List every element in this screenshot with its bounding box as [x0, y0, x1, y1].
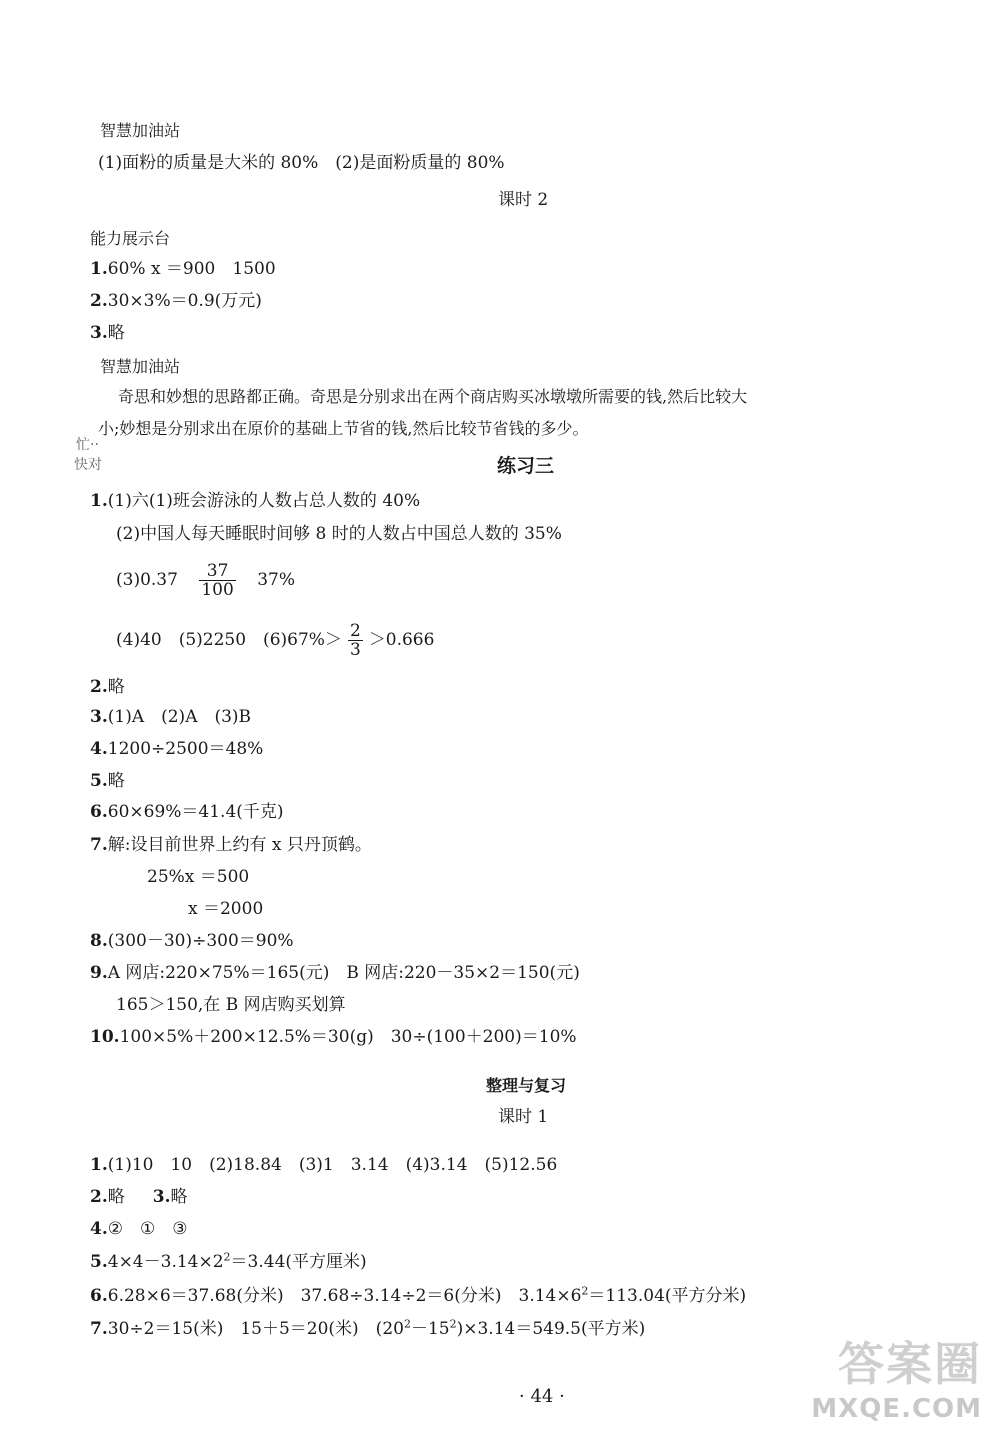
item-text: 1200÷2500＝48%	[107, 739, 264, 759]
item-number: 10.	[90, 1027, 120, 1047]
item-number: 4.	[90, 1219, 108, 1239]
answer-item	[90, 1285, 746, 1307]
item-number: 6.	[90, 1286, 108, 1306]
item-number: 5.	[90, 771, 108, 791]
answer-item	[90, 801, 284, 823]
item-text: ＝113.04(平方分米)	[588, 1286, 747, 1306]
page-number: · 44 ·	[519, 1386, 565, 1407]
item-text: ＞0.666	[368, 630, 435, 650]
item-text: ② ① ③	[107, 1219, 188, 1239]
answer-item	[90, 1154, 557, 1176]
equation-line: x ＝2000	[188, 899, 264, 919]
answer-line-fraction	[116, 556, 295, 604]
item-text: 略	[107, 771, 125, 791]
paragraph-line: 奇思和妙想的思路都正确。奇思是分别求出在两个商店购买冰墩墩所需要的钱,然后比较大	[118, 387, 748, 406]
answer-item	[90, 290, 262, 312]
item-text: 略	[107, 1187, 125, 1207]
answer-item	[90, 1251, 367, 1273]
item-number: 3.	[152, 1187, 171, 1207]
side-text: 快对	[74, 457, 102, 473]
exponent: 2	[449, 1317, 457, 1331]
section-title: 整理与复习	[486, 1076, 567, 1095]
answer-item	[90, 706, 251, 728]
item-number: 9.	[90, 963, 108, 983]
item-number: 1.	[90, 1155, 108, 1175]
answer-item	[90, 322, 125, 344]
fraction-denominator: 3	[349, 640, 361, 660]
answer-line-fraction	[116, 616, 434, 664]
exponent: 2	[403, 1317, 411, 1331]
item-text: 略	[170, 1187, 188, 1207]
answer-line: 165＞150,在 B 网店购买划算	[116, 995, 346, 1015]
answer-item	[90, 676, 125, 698]
item-text: (3)0.37	[116, 570, 178, 590]
item-text: 解:设目前世界上约有 x 只丹顶鹤。	[107, 835, 372, 855]
answer-item	[90, 1318, 645, 1340]
watermark	[811, 1328, 982, 1424]
watermark-logo: 答案圈	[838, 1337, 982, 1391]
answer-line: (1)面粉的质量是大米的 80% (2)是面粉质量的 80%	[98, 153, 505, 173]
item-text: )×3.14＝549.5(平方米)	[456, 1319, 646, 1339]
answer-item	[90, 962, 580, 984]
answer-item	[90, 738, 263, 760]
section-heading: 能力展示台	[90, 229, 171, 248]
fraction	[348, 622, 363, 659]
exponent: 2	[223, 1250, 231, 1264]
item-text: 4×4－3.14×2	[107, 1252, 224, 1272]
equation-line: 25%x ＝500	[147, 867, 250, 887]
item-text: －15	[410, 1319, 450, 1339]
answer-item	[90, 770, 125, 792]
item-text: ＝3.44(平方厘米)	[230, 1252, 367, 1272]
item-text: 略	[107, 323, 125, 343]
side-text: 忙··	[76, 437, 99, 453]
section-heading: 智慧加油站	[100, 121, 181, 140]
fraction-denominator: 100	[201, 580, 234, 600]
item-text: 30÷2＝15(米) 15＋5＝20(米) (20	[107, 1319, 404, 1339]
answer-item	[90, 1186, 188, 1208]
item-number: 1.	[90, 259, 108, 279]
item-text: 37%	[257, 570, 295, 590]
fraction	[199, 562, 235, 599]
lesson-title: 课时 2	[498, 190, 549, 210]
item-text: 100×5%＋200×12.5%＝30(g) 30÷(100＋200)＝10%	[119, 1027, 577, 1047]
item-number: 2.	[90, 1187, 108, 1207]
item-text: (4)40 (5)2250 (6)67%＞	[116, 630, 342, 650]
item-text: 6.28×6＝37.68(分米) 37.68÷3.14÷2＝6(分米) 3.14×6	[107, 1286, 582, 1306]
item-number: 1.	[90, 491, 108, 511]
item-number: 3.	[90, 707, 108, 727]
fraction-numerator: 37	[199, 562, 235, 581]
answer-item	[90, 1026, 577, 1048]
item-text: (1)10 10 (2)18.84 (3)1 3.14 (4)3.14 (5)12.56	[107, 1155, 558, 1175]
item-number: 3.	[90, 323, 108, 343]
item-number: 2.	[90, 291, 108, 311]
item-text: (1)六(1)班会游泳的人数占总人数的 40%	[107, 491, 421, 511]
answer-line: (2)中国人每天睡眠时间够 8 时的人数占中国总人数的 35%	[116, 524, 562, 544]
answer-item	[90, 834, 372, 856]
item-text: 略	[107, 677, 125, 697]
lesson-title: 课时 1	[498, 1107, 549, 1127]
item-number: 7.	[90, 1319, 108, 1339]
answer-item	[90, 490, 420, 512]
section-heading: 智慧加油站	[100, 357, 181, 376]
paragraph-line: 小;妙想是分别求出在原价的基础上节省的钱,然后比较节省钱的多少。	[98, 419, 589, 438]
item-number: 7.	[90, 835, 108, 855]
section-title: 练习三	[497, 455, 555, 477]
fraction-numerator: 2	[349, 621, 361, 641]
item-text: 60% x ＝900 1500	[107, 259, 276, 279]
answer-item	[90, 930, 294, 952]
answer-item	[90, 258, 276, 280]
watermark-site: MXQE.COM	[811, 1394, 982, 1424]
item-text: 30×3%＝0.9(万元)	[107, 291, 262, 311]
item-number: 6.	[90, 802, 108, 822]
item-number: 5.	[90, 1252, 108, 1272]
item-number: 2.	[90, 677, 108, 697]
item-text: A 网店:220×75%＝165(元) B 网店:220－35×2＝150(元)	[107, 963, 580, 983]
item-text: (1)A (2)A (3)B	[107, 707, 252, 727]
item-number: 4.	[90, 739, 108, 759]
item-text: (300－30)÷300＝90%	[107, 931, 294, 951]
item-text: 60×69%＝41.4(千克)	[107, 802, 284, 822]
item-number: 8.	[90, 931, 108, 951]
answer-item	[90, 1218, 187, 1240]
exponent: 2	[581, 1284, 589, 1298]
